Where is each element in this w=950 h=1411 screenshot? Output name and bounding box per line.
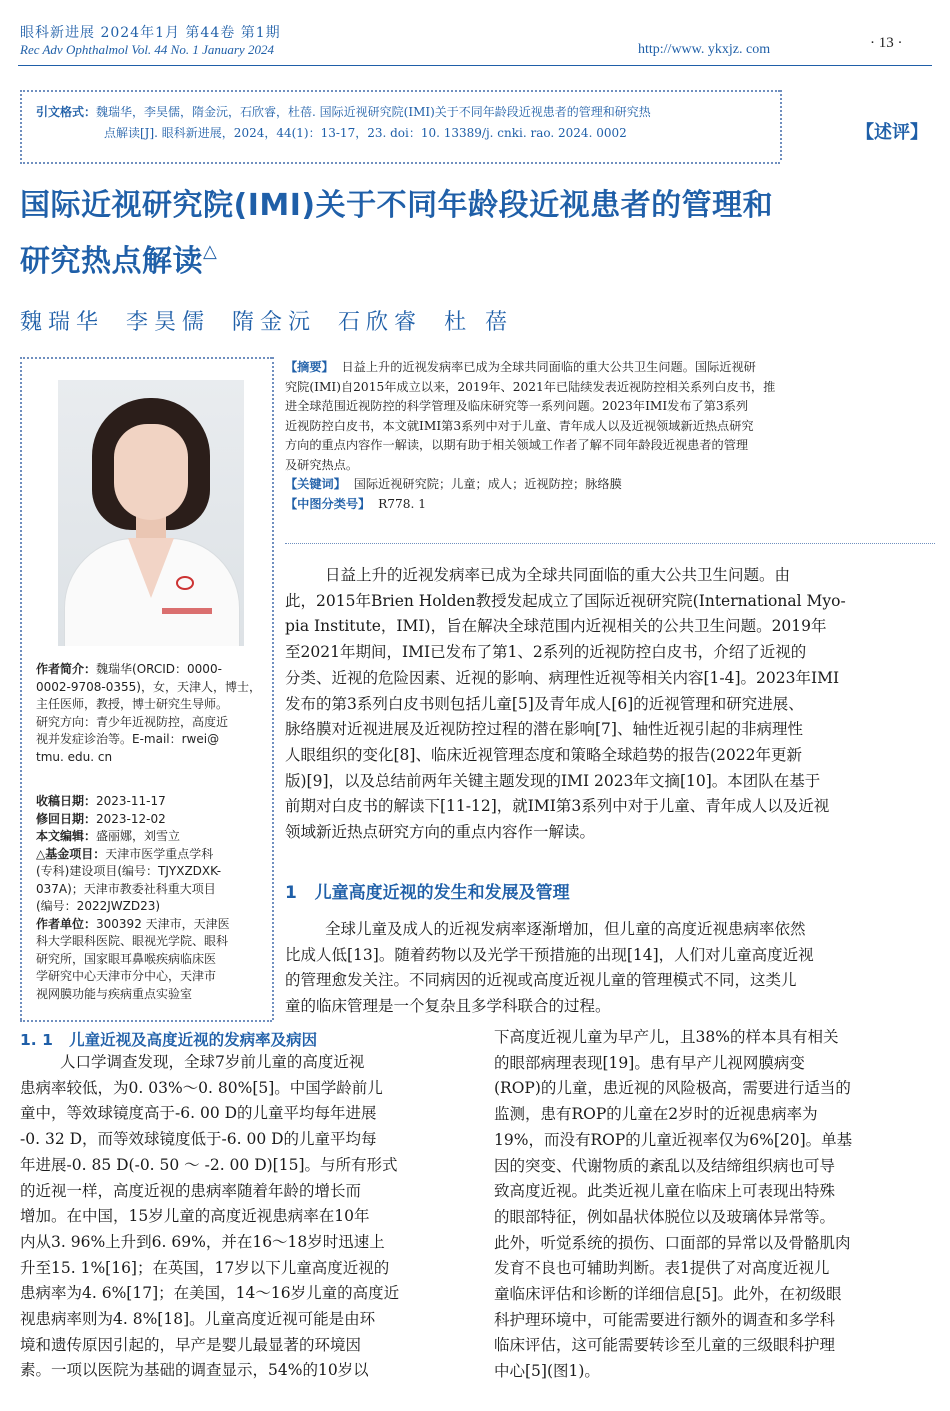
- article-title: 国际近视研究院(IMI)关于不同年龄段近视患者的管理和 研究热点解读△: [20, 188, 774, 279]
- abstract: 【摘要】 日益上升的近视发病率已成为全球共同面临的重大公共卫生问题。国际近视研 究院(IMI)自2015年成立以来，2019年、2021年已陆续发表近视防控相关系列白皮书，推 进全球范围近视防控的科学管理及临床研究等一系列问题。2023年IMI发布了第3系列 近视防控白皮书，本文就IMI第3系列中对于儿童、青年成人以及近视领域新近热点研究 方向的重点内容作一解读，以期有助于相关领域工作者了解不同年龄段近视患者的管理 及研究热点。 【关键词】 国际近视研究院；儿童；成人；近视防控；脉络膜 【中图分类号】 R778. 1: [285, 358, 933, 514]
- sidebar-frame-left: [20, 357, 22, 1020]
- article-type-tag: 【述评】: [856, 122, 928, 143]
- header-rule: [18, 65, 932, 66]
- author-bio: 作者简介：魏瑞华(ORCID：0000- 0002-9708-0355)，女，天津人，博士， 主任医师，教授，博士研究生导师。 研究方向：青少年近视防控，高度近 视并发症诊治等。E-mail：rwei@ tmu. edu. cn: [36, 662, 261, 764]
- author: 杜 蓓: [444, 310, 514, 335]
- citation-box-right: [780, 90, 782, 160]
- section-1-heading: 1 儿童高度近视的发生和发展及管理: [285, 883, 570, 903]
- author-list: [20, 305, 535, 336]
- author: 魏瑞华: [20, 310, 105, 335]
- author: 石欣睿: [338, 310, 423, 335]
- subsection-1-1-heading: 1. 1 儿童近视及高度近视的发病率及病因: [20, 1031, 318, 1049]
- author: 隋金沅: [232, 310, 317, 335]
- fund-mark: △: [203, 241, 218, 262]
- citation-label: 引文格式：: [36, 105, 97, 119]
- author-photo: [58, 380, 244, 646]
- journal-header-en: Rec Adv Ophthalmol Vol. 44 No. 1 January 2024: [20, 42, 274, 57]
- abstract-divider: [285, 543, 935, 544]
- citation-box-left: [20, 90, 22, 160]
- section-1-paragraph: 全球儿童及成人的近视发病率逐渐增加，但儿童的高度近视患病率依然 比成人低[13]。随着药物以及光学干预措施的出现[14]，人们对儿童高度近视 的管理愈发关注。不同病因的近视或高度近视儿童的管理模式不同，这类儿 童的临床管理是一个复杂且多学科联合的过程。: [285, 920, 814, 1016]
- intro-paragraph: 日益上升的近视发病率已成为全球共同面临的重大公共卫生问题。由 此，2015年Brien Holden教授发起成立了国际近视研究院(International Myo- pia Institute，IMI)，旨在解决全球范围内近视相关的公共卫生问题。2019年 至2021年期间，IMI已发布了第1、2系列的近视防控白皮书，介绍了近视的 分类、近视的危险因素、近视的影响、病理性近视等相关内容[1-4]。2023年IMI 发布的第3系列白皮书则包括儿童[5]及青年成人[6]的近视管理和研究进展、 脉络膜对近视进展及近视防控过程的潜在影响[7]、轴性近视引起的非病理性 人眼组织的变化[8]、临床近视管理态度和策略全球趋势的报告(2022年更新 版)[9]，以及总结前两年关键主题发现的IMI 2023年文摘[10]。本团队在基于 前期对白皮书的解读下[11-12]，就IMI第3系列中对于儿童、青年成人以及近视 领域新近热点研究方向的重点内容作一解读。: [285, 566, 846, 842]
- citation-line-2: 点解读[J]. 眼科新进展，2024，44(1)：13-17，23. doi：10. 13389/j. cnki. rao. 2024. 0002: [104, 126, 627, 140]
- author: 李昊儒: [126, 310, 211, 335]
- sidebar-frame-right: [272, 357, 274, 1020]
- article-dates: 收稿日期：2023-11-17 修回日期：2023-12-02 本文编辑：盛丽娜，刘雪立 △基金项目：天津市医学重点学科 (专科)建设项目(编号：TJYXZDXK- 037A)；天津市教委社科重大项目 (编号：2022JWZD23) 作者单位：300392 天津市，天津医 科大学眼科医院、眼视光学院、眼科 研究所，国家眼耳鼻喉疾病临床医 学研究中心天津市分中心，天津市 视网膜功能与疾病重点实验室: [36, 794, 230, 1001]
- clc-number: 【中图分类号】 R778. 1: [285, 496, 427, 511]
- left-column-paragraph: 人口学调查发现，全球7岁前儿童的高度近视 患病率较低，为0. 03%～0. 80%[5]。中国学龄前儿 童中，等效球镜度高于-6. 00 D的儿童平均每年进展 -0. 32 D，而等效球镜度低于-6. 00 D的儿童平均每 年进展-0. 85 D(-0. 50 ～ -2. 00 D)[15]。与所有形式 的近视一样，高度近视的患病率随着年龄的增长而 增加。在中国，15岁儿童的高度近视患病率在10年 内从3. 96%上升到6. 69%，并在16～18岁时迅速上 升至15. 1%[16]；在英国，17岁以下儿童高度近视的 患病率为4. 6%[17]；在美国，14～16岁儿童的高度近 视患病率则为4. 8%[18]。儿童高度近视可能是由环 境和遗传原因引起的，早产是婴儿最显著的环境因 素。一项以医院为基础的调查显示，54%的10岁以: [20, 1053, 400, 1380]
- right-column-paragraph: 下高度近视儿童为早产儿，且38%的样本具有相关 的眼部病理表现[19]。患有早产儿视网膜病变 (ROP)的儿童，患近视的风险极高，需要进行适当的 监测，患有ROP的儿童在2岁时的近视患病率为 19%，而没有ROP的儿童近视率仅为6%[20]。单基 因的突变、代谢物质的紊乱以及结缔组织病也可导 致高度近视。此类近视儿童在临床上可表现出特殊 的眼部特征，例如晶状体脱位以及玻璃体异常等。 此外，听觉系统的损伤、口面部的异常以及骨骼肌肉 发育不良也可辅助判断。表1提供了对高度近视儿 童临床评估和诊断的详细信息[5]。此外，在初级眼 科护理环境中，可能需要进行额外的调查和多学科 临床评估，这可能需要转诊至儿童的三级眼科护理 中心[5](图1)。: [494, 1028, 853, 1381]
- sidebar-frame-bottom: [20, 1020, 272, 1022]
- keywords: 【关键词】 国际近视研究院；儿童；成人；近视防控；脉络膜: [285, 477, 622, 491]
- sidebar-frame-top: [20, 357, 272, 359]
- citation-line-1: 引文格式：魏瑞华，李昊儒，隋金沅，石欣睿，杜蓓. 国际近视研究院(IMI)关于不同年龄段近视患者的管理和研究热: [36, 105, 651, 119]
- journal-url[interactable]: http://www. ykxjz. com: [638, 42, 771, 57]
- page-number: · 13 ·: [870, 35, 903, 51]
- journal-header-cn: 眼科新进展 2024年1月 第44卷 第1期: [20, 25, 281, 41]
